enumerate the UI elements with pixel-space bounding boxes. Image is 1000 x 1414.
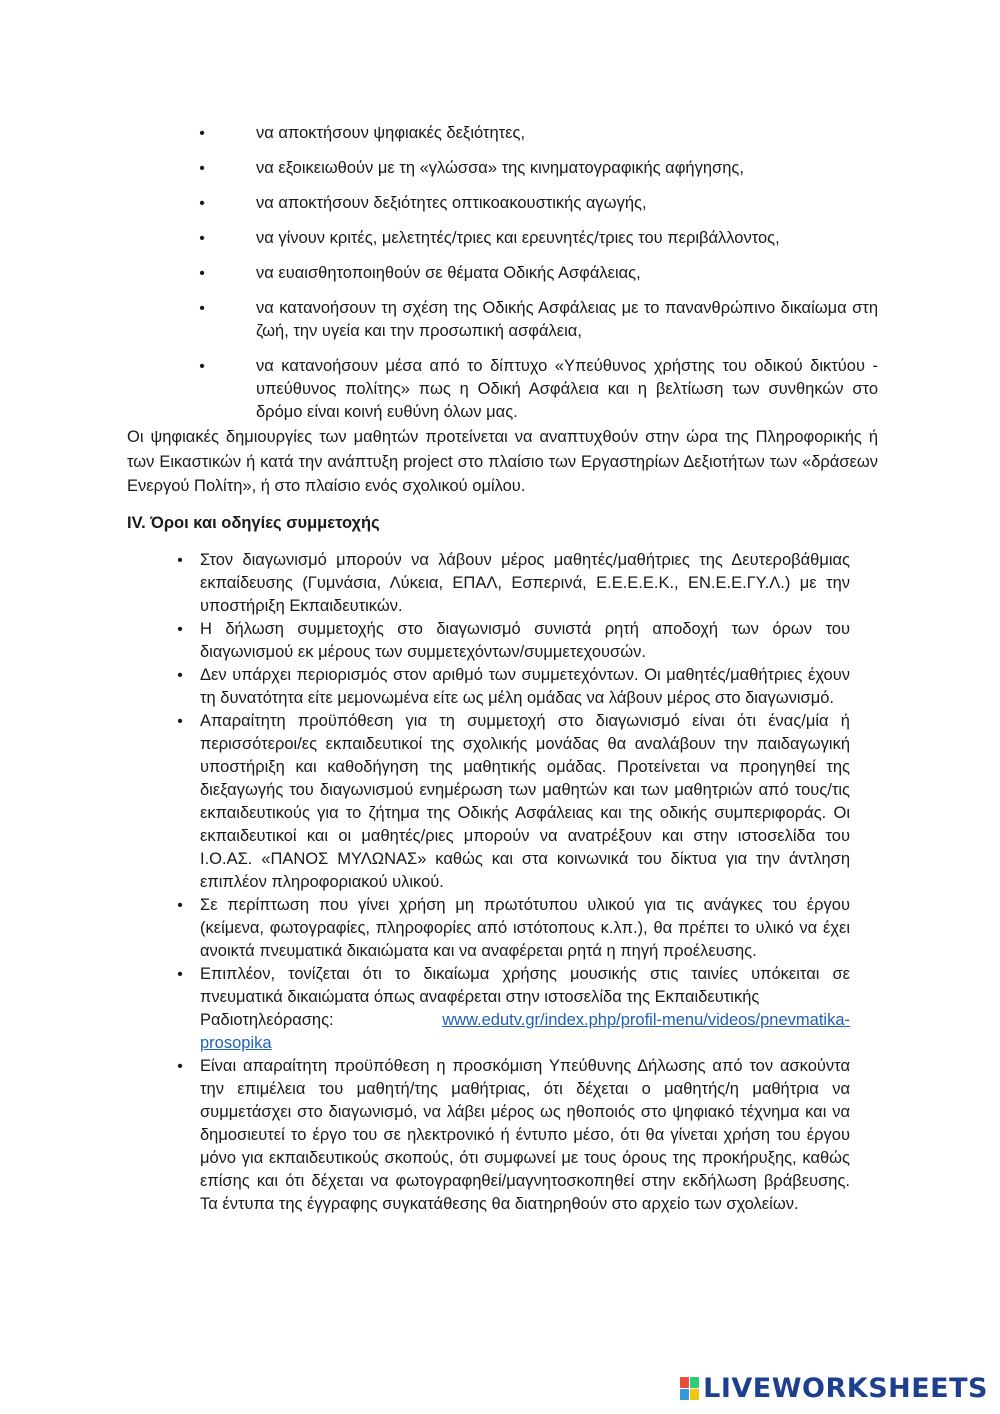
brand-name: LIVEWORKSHEETS	[703, 1373, 988, 1404]
objectives-list	[196, 122, 878, 436]
list-item: • Είναι απαραίτητη προϋπόθεση η προσκόμιση Υπεύθυνης Δήλωσης από τον ασκούντα την επιμέλεια του μαθητή/της μαθήτριας, ότι δέχεται ο μαθητής/η μαθήτρια να συμμετάσχει στο διαγωνισμό, να λάβει μέρος ως ηθοποιός στο ψηφιακό τέχνημα και να δημοσιευτεί το έργο του σε ηλεκτρονικό ή έντυπο μέσο, ότι θα γίνεται χρήση του έργου μόνο για εκπαιδευτικούς σκοπούς, ότι συμφωνεί με τους όρους της προκήρυξης, καθώς επίσης και ότι δέχεται να φωτογραφηθεί/μαγνητοσκοπηθεί στην εκδήλωση βράβευσης. Τα έντυπα της έγγραφης συγκατάθεσης θα διατηρηθούν στο αρχείο των σχολείων.	[174, 1055, 850, 1216]
bullet-icon: •	[199, 160, 205, 177]
list-item: • να εξοικειωθούν με τη «γλώσσα» της κινηματογραφικής αφήγησης,	[196, 157, 878, 180]
list-item: • Στον διαγωνισμό μπορούν να λάβουν μέρος μαθητές/μαθήτριες της Δευτεροβάθμιας εκπαίδευσης (Γυμνάσια, Λύκεια, ΕΠΑΛ, Εσπερινά, Ε.Ε.Ε.Ε.Κ., ΕΝ.Ε.Ε.ΓΥ.Λ.) με την υποστήριξη Εκπαιδευτικών.	[174, 549, 850, 618]
bullet-icon: •	[199, 300, 205, 317]
bullet-icon: •	[199, 195, 205, 212]
list-item: • να ευαισθητοποιηθούν σε θέματα Οδικής Ασφάλειας,	[196, 262, 878, 285]
logo-square	[690, 1389, 699, 1400]
terms-list	[174, 549, 850, 1216]
list-item: • να αποκτήσουν ψηφιακές δεξιότητες,	[196, 122, 878, 145]
bullet-icon: •	[177, 552, 183, 569]
bullet-icon: •	[177, 667, 183, 684]
section-heading: IV. Όροι και οδηγίες συμμετοχής	[127, 514, 380, 532]
logo-square	[690, 1377, 699, 1388]
bullet-icon: •	[177, 713, 183, 730]
bullet-icon: •	[177, 966, 183, 983]
edutv-link[interactable]: www.edutv.gr/index.php/profil-menu/videos/pnevmatika-	[442, 1011, 850, 1029]
list-item: • να κατανοήσουν μέσα από το δίπτυχο «Υπεύθυνος χρήστης του οδικού δικτύου - υπεύθυνος πολίτης» πως η Οδική Ασφάλεια και η βελτίωση των συνθηκών στο δρόμο είναι κοινή ευθύνη όλων μας.	[196, 355, 878, 424]
list-item: • Σε περίπτωση που γίνει χρήση μη πρωτότυπου υλικού για τις ανάγκες του έργου (κείμενα, φωτογραφίες, πληροφορίες από ιστότοπους κ.λπ.), θα πρέπει το υλικό να έχει ανοικτά πνευματικά δικαιώματα και να αναφέρεται ρητά η πηγή προέλευσης.	[174, 894, 850, 963]
bullet-icon: •	[177, 1058, 183, 1075]
edutv-link-continued[interactable]: prosopika	[200, 1034, 272, 1052]
logo-square	[680, 1377, 689, 1388]
bullet-icon: •	[199, 230, 205, 247]
list-item: • να κατανοήσουν τη σχέση της Οδικής Ασφάλειας με το πανανθρώπινο δικαίωμα στη ζωή, την υγεία και την προσωπική ασφάλεια,	[196, 297, 878, 343]
bullet-icon: •	[199, 125, 205, 142]
liveworksheets-brand	[680, 1373, 988, 1404]
body-paragraph: Οι ψηφιακές δημιουργίες των μαθητών προτείνεται να αναπτυχθούν στην ώρα της Πληροφορικής ή των Εικαστικών ή κατά την ανάπτυξη project στο πλαίσιο των Εργαστηρίων Δεξιοτήτων των «δράσεων Ενεργού Πολίτη», ή στο πλαίσιο ενός σχολικού ομίλου.	[127, 428, 878, 495]
list-item: • Επιπλέον, τονίζεται ότι το δικαίωμα χρήσης μουσικής στις ταινίες υπόκειται σε πνευματικά δικαιώματα όπως αναφέρεται στην ιστοσελίδα της Εκπαιδευτικής Ραδιοτηλεόρασης: www.edutv.gr/index.php/profil-menu/videos/pnevmatika- prosopika	[174, 963, 850, 1055]
bullet-icon: •	[177, 897, 183, 914]
bullet-icon: •	[199, 265, 205, 282]
link-label: Ραδιοτηλεόρασης:	[200, 1011, 334, 1029]
list-item: • να αποκτήσουν δεξιότητες οπτικοακουστικής αγωγής,	[196, 192, 878, 215]
brand-logo-icon	[680, 1377, 699, 1400]
link-line	[200, 1009, 850, 1032]
list-item: • Δεν υπάρχει περιορισμός στον αριθμό των συμμετεχόντων. Οι μαθητές/μαθήτριες έχουν τη δυνατότητα είτε μεμονωμένα είτε ως μέλη ομάδας να λάβουν μέρος στο διαγωνισμό.	[174, 664, 850, 710]
bullet-icon: •	[177, 621, 183, 638]
list-item: • Απαραίτητη προϋπόθεση για τη συμμετοχή στο διαγωνισμό είναι ότι ένας/μία ή περισσότεροι/ες εκπαιδευτικοί της σχολικής μονάδας θα αναλάβουν την παιδαγωγική υποστήριξη και καθοδήγηση της μαθητικής ομάδας. Προτείνεται να προηγηθεί της διεξαγωγής του διαγωνισμού ενημέρωση των μαθητών και των μαθητριών από τους/τις εκπαιδευτικούς για το ζήτημα της Οδικής Ασφάλειας και της οδικής συμπεριφοράς. Οι εκπαιδευτικοί και οι μαθητές/ριες μπορούν να ανατρέξουν και στην ιστοσελίδα του Ι.Ο.ΑΣ. «ΠΑΝΟΣ ΜΥΛΩΝΑΣ» καθώς και στα κοινωνικά του δίκτυα για την άντληση επιπλέον πληροφοριακού υλικού.	[174, 710, 850, 894]
logo-square	[680, 1389, 689, 1400]
list-item: • να γίνουν κριτές, μελετητές/τριες και ερευνητές/τριες του περιβάλλοντος,	[196, 227, 878, 250]
list-item: • Η δήλωση συμμετοχής στο διαγωνισμό συνιστά ρητή αποδοχή των όρων του διαγωνισμού εκ μέρους των συμμετεχόντων/συμμετεχουσών.	[174, 618, 850, 664]
bullet-icon: •	[199, 358, 205, 375]
